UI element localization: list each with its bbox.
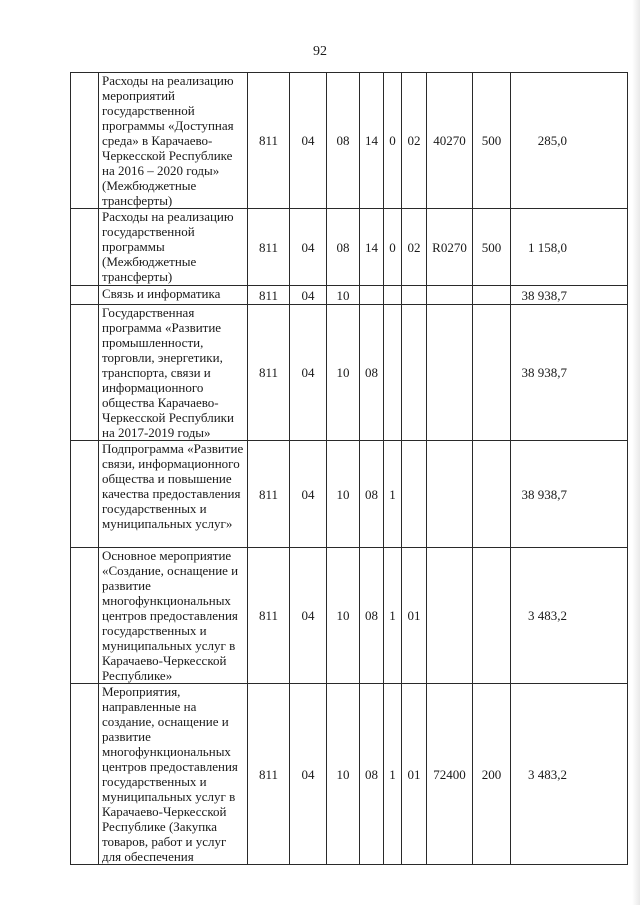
direction-code-cell: [427, 286, 473, 305]
section-code-cell: 04: [290, 209, 327, 286]
ministry-code-cell: 811: [248, 73, 290, 209]
expense-name-cell: Основное мероприятие «Создание, оснащение и развитие многофункциональных центров предоставления государственных и муниципальных услуг в Карачаево-Черкесской Республике»: [99, 548, 248, 684]
subsection-code-cell: 10: [327, 305, 360, 441]
expense-name-cell: Мероприятия, направленные на создание, оснащение и развитие многофункциональных центров предоставления государственных и муниципальных услуг в Карачаево-Черкесской Республике (Закупка товаров, работ и услуг для обеспечения: [99, 684, 248, 865]
expense-name-cell: Государственная программа «Развитие промышленности, торговли, энергетики, транспорта, связи и информационного общества Карачаево-Черкесской Республики на 2017-2019 годы»: [99, 305, 248, 441]
page-number: 92: [313, 44, 327, 59]
program-code-cell: 14: [360, 209, 384, 286]
event-code-cell: 01: [402, 684, 427, 865]
subsection-code-cell: 08: [327, 73, 360, 209]
row-number-cell: [71, 209, 99, 286]
direction-code-cell: [427, 441, 473, 548]
expense-type-cell: [473, 305, 511, 441]
expense-name-cell: Связь и информатика: [99, 286, 248, 305]
direction-code-cell: [427, 305, 473, 441]
direction-code-cell: R0270: [427, 209, 473, 286]
event-code-cell: 02: [402, 209, 427, 286]
event-code-cell: 02: [402, 73, 427, 209]
subsection-code-cell: 10: [327, 548, 360, 684]
subprogram-code-cell: [384, 286, 402, 305]
section-code-cell: 04: [290, 684, 327, 865]
table-row: [71, 209, 628, 286]
program-code-cell: 14: [360, 73, 384, 209]
amount-cell: 38 938,7: [511, 286, 628, 305]
subprogram-code-cell: 1: [384, 684, 402, 865]
row-number-cell: [71, 684, 99, 865]
scan-edge-shadow: [632, 0, 640, 905]
event-code-cell: [402, 286, 427, 305]
ministry-code-cell: 811: [248, 305, 290, 441]
section-code-cell: 04: [290, 73, 327, 209]
event-code-cell: 01: [402, 548, 427, 684]
amount-cell: 38 938,7: [511, 441, 628, 548]
subsection-code-cell: 08: [327, 209, 360, 286]
expense-type-cell: [473, 441, 511, 548]
expense-name-cell: Подпрограмма «Развитие связи, информационного общества и повышение качества предоставления государственных и муниципальных услуг»: [99, 441, 248, 548]
expense-type-cell: [473, 286, 511, 305]
table-row: [71, 548, 628, 684]
program-code-cell: 08: [360, 441, 384, 548]
subprogram-code-cell: 1: [384, 548, 402, 684]
expense-name-cell: Расходы на реализацию государственной программы (Межбюджетные трансферты): [99, 209, 248, 286]
budget-table: [70, 72, 628, 865]
amount-cell: 38 938,7: [511, 305, 628, 441]
table-row: [71, 73, 628, 209]
direction-code-cell: 40270: [427, 73, 473, 209]
expense-type-cell: [473, 548, 511, 684]
amount-cell: 3 483,2: [511, 548, 628, 684]
row-number-cell: [71, 305, 99, 441]
amount-cell: 3 483,2: [511, 684, 628, 865]
section-code-cell: 04: [290, 305, 327, 441]
subprogram-code-cell: 0: [384, 209, 402, 286]
subsection-code-cell: 10: [327, 441, 360, 548]
section-code-cell: 04: [290, 548, 327, 684]
table-row: [71, 684, 628, 865]
row-number-cell: [71, 286, 99, 305]
row-number-cell: [71, 548, 99, 684]
subsection-code-cell: 10: [327, 286, 360, 305]
direction-code-cell: 72400: [427, 684, 473, 865]
amount-cell: 1 158,0: [511, 209, 628, 286]
expense-type-cell: 200: [473, 684, 511, 865]
expense-type-cell: 500: [473, 209, 511, 286]
program-code-cell: 08: [360, 305, 384, 441]
amount-cell: 285,0: [511, 73, 628, 209]
subprogram-code-cell: 0: [384, 73, 402, 209]
program-code-cell: 08: [360, 684, 384, 865]
expense-name-cell: Расходы на реализацию мероприятий государственной программы «Доступная среда» в Карачаево-Черкесской Республике на 2016 – 2020 годы» (Межбюджетные трансферты): [99, 73, 248, 209]
ministry-code-cell: 811: [248, 684, 290, 865]
table-row: [71, 305, 628, 441]
section-code-cell: 04: [290, 441, 327, 548]
program-code-cell: [360, 286, 384, 305]
event-code-cell: [402, 441, 427, 548]
program-code-cell: 08: [360, 548, 384, 684]
table-row: [71, 286, 628, 305]
section-code-cell: 04: [290, 286, 327, 305]
expense-type-cell: 500: [473, 73, 511, 209]
subprogram-code-cell: [384, 305, 402, 441]
row-number-cell: [71, 73, 99, 209]
ministry-code-cell: 811: [248, 441, 290, 548]
subprogram-code-cell: 1: [384, 441, 402, 548]
direction-code-cell: [427, 548, 473, 684]
row-number-cell: [71, 441, 99, 548]
ministry-code-cell: 811: [248, 286, 290, 305]
subsection-code-cell: 10: [327, 684, 360, 865]
ministry-code-cell: 811: [248, 209, 290, 286]
event-code-cell: [402, 305, 427, 441]
ministry-code-cell: 811: [248, 548, 290, 684]
table-row: [71, 441, 628, 548]
